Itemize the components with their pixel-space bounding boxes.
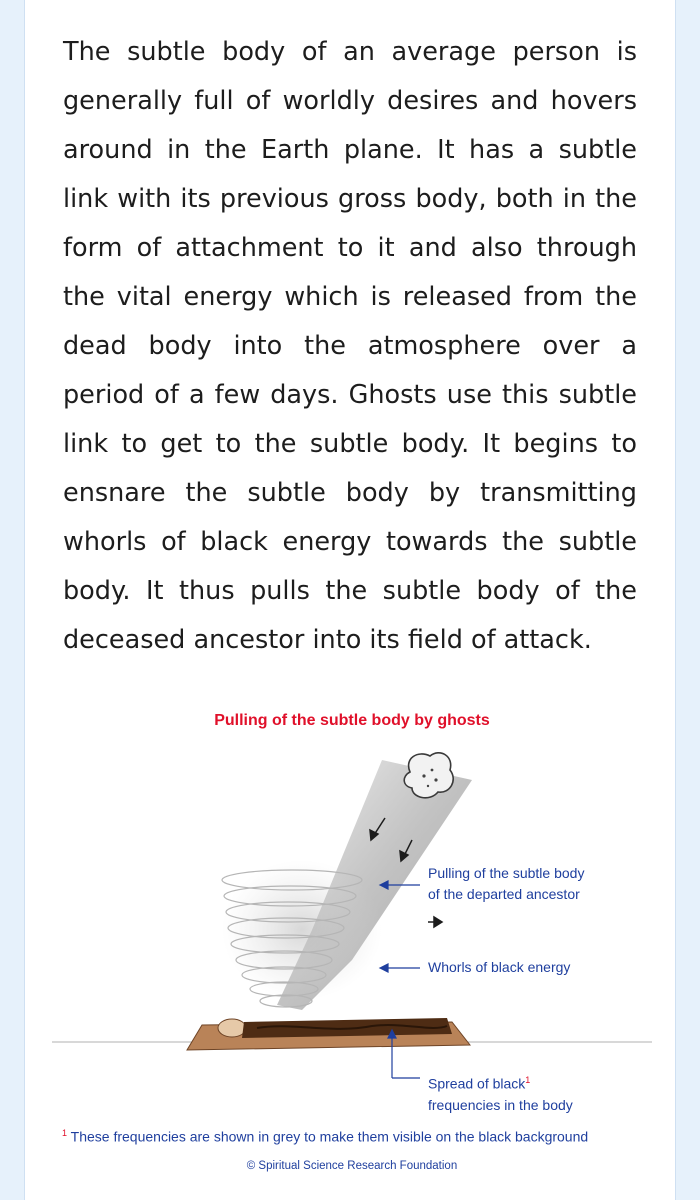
- deceased-body-on-bier: [187, 1018, 470, 1050]
- callout-pulling-line1: Pulling of the subtle body: [428, 865, 585, 881]
- illustration-figure: [52, 700, 652, 1190]
- left-side-bar: [0, 0, 25, 1200]
- article-paragraph: The subtle body of an average person is generally full of worldly desires and hovers around in the Earth plane. It has a subtle link with its previous gross body, both in the form of attachment to it and also through the vital energy which is released from the dead body into the atmosphere over a period of a few days. Ghosts use this subtle link to get to the subtle body. It begins to ensnare the subtle body by transmitting whorls of black energy towards the subtle body. It thus pulls the subtle body of the deceased ancestor into its field of attack.: [63, 37, 637, 655]
- callout-spread: [428, 1070, 573, 1116]
- callout-spread-line1: Spread of black: [428, 1075, 526, 1092]
- ghost-pulling-illustration: [52, 700, 652, 1190]
- figure-title: Pulling of the subtle body by ghosts: [214, 712, 490, 729]
- callout-pulling-line2: of the departed ancestor: [428, 886, 580, 902]
- callout-pulling: [428, 863, 584, 905]
- callout-whorls: Whorls of black energy: [428, 959, 571, 975]
- copyright-notice: © Spiritual Science Research Foundation: [246, 1160, 458, 1172]
- footnote-marker: 1: [62, 1128, 68, 1138]
- callout-spread-superscript: 1: [525, 1075, 531, 1085]
- figure-footnote: [62, 1128, 652, 1145]
- footnote-text: These frequencies are shown in grey to make them visible on the black background: [70, 1128, 589, 1145]
- callout-pointers: [380, 881, 420, 1078]
- callout-spread-line2: frequencies in the body: [428, 1096, 573, 1113]
- right-side-bar: [675, 0, 700, 1200]
